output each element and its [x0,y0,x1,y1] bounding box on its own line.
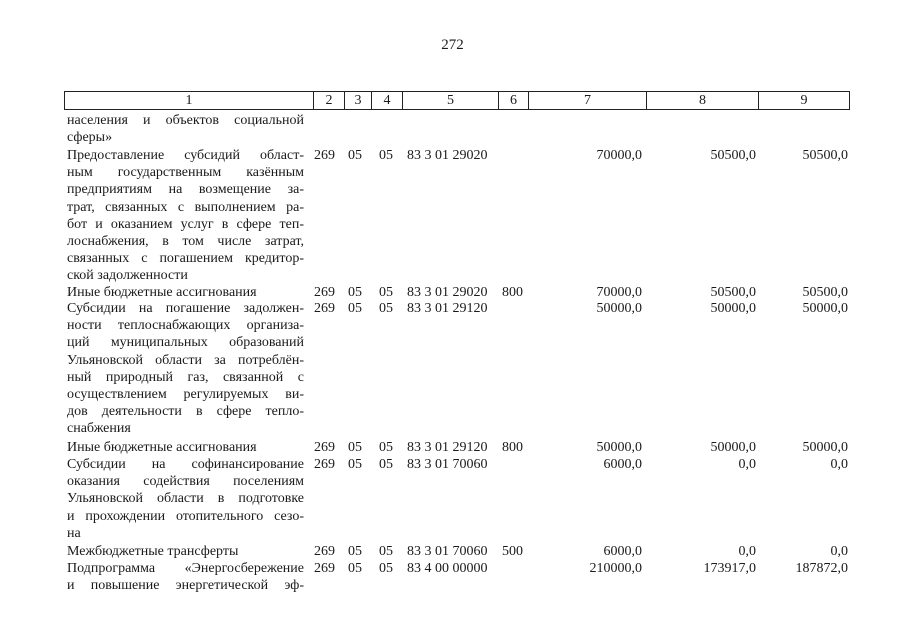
desc-line: населения и объектов социальной [67,113,304,128]
cell-col-8: 0,0 [738,544,756,559]
cell-col-3: 05 [348,457,362,472]
cell-col-6: 500 [502,544,523,559]
cell-col-4: 05 [379,561,393,576]
row-description [67,147,304,285]
desc-line: дов деятельности в сфере тепло- [67,404,304,420]
cell-col-2: 269 [314,561,335,576]
cell-col-3: 05 [348,301,362,316]
cell-col-5: 83 3 01 29020 [407,148,488,163]
desc-line: Подпрограмма «Энергосбережение [67,561,304,576]
header-col-3: 3 [344,92,371,109]
cell-col-8: 50500,0 [710,148,756,163]
desc-line: бот и оказанием услуг в сфере теп- [67,216,304,232]
desc-line: ный природный газ, связанной с [67,369,304,385]
row-description [67,456,304,542]
header-col-1: 1 [185,93,193,108]
desc-line: Иные бюджетные ассигнования [67,285,257,300]
cell-col-5: 83 3 01 70060 [407,544,488,559]
cell-col-2: 269 [314,440,335,455]
cell-col-3: 05 [348,544,362,559]
cell-col-9: 50500,0 [802,148,848,163]
cell-col-3: 05 [348,561,362,576]
row-description [67,439,304,456]
cell-col-6: 800 [502,440,523,455]
cell-col-4: 05 [379,285,393,300]
cell-col-9: 50000,0 [802,440,848,455]
cell-col-7: 6000,0 [603,544,642,559]
cell-col-9: 187872,0 [795,561,848,576]
cell-col-2: 269 [314,285,335,300]
cell-col-4: 05 [379,544,393,559]
cell-col-4: 05 [379,148,393,163]
header-col-4: 4 [371,92,402,109]
desc-line: осуществлением регулируемых ви- [67,387,304,403]
desc-line: Ульяновской области в подготовке [67,491,304,507]
desc-line: Ульяновской области за потреблён- [67,352,304,368]
desc-line: снабжения [67,421,131,437]
desc-line: Иные бюджетные ассигнования [67,440,257,455]
table-header [64,91,850,110]
cell-col-9: 0,0 [830,457,848,472]
cell-col-5: 83 3 01 29120 [407,301,488,316]
cell-col-4: 05 [379,440,393,455]
header-col-9: 9 [758,92,849,109]
desc-line: сферы» [67,130,113,146]
header-col-5: 5 [402,92,498,109]
header-col-6: 6 [498,92,528,109]
cell-col-5: 83 3 01 29020 [407,285,488,300]
cell-col-2: 269 [314,301,335,316]
header-col-7: 7 [528,92,646,109]
desc-line: трат, связанных с выполнением ра- [67,199,304,215]
cell-col-6: 800 [502,285,523,300]
desc-line: ности теплоснабжающих организа- [67,318,304,334]
desc-line: и повышение энергетической эф- [67,578,304,594]
desc-line: связанных с погашением кредитор- [67,251,304,267]
cell-col-9: 0,0 [830,544,848,559]
cell-col-2: 269 [314,148,335,163]
desc-line: и прохождении отопительного сезо- [67,508,304,524]
desc-line: Межбюджетные трансферты [67,544,239,559]
desc-line: лоснабжения, в том числе затрат, [67,234,304,250]
desc-line: на [67,525,81,541]
cell-col-4: 05 [379,457,393,472]
desc-line: ным государственным казённым [67,165,304,181]
desc-line: оказания содействия поселениям [67,474,304,490]
row-description [67,560,304,594]
cell-col-5: 83 4 00 00000 [407,561,488,576]
cell-col-4: 05 [379,301,393,316]
cell-col-2: 269 [314,544,335,559]
cell-col-3: 05 [348,440,362,455]
desc-line: Субсидии на погашение задолжен- [67,301,304,316]
desc-line: Предоставление субсидий област- [67,148,304,163]
cell-col-5: 83 3 01 70060 [407,457,488,472]
cell-col-7: 210000,0 [589,561,642,576]
cell-col-8: 50000,0 [710,440,756,455]
desc-line: Субсидии на софинансирование [67,457,304,472]
cell-col-9: 50000,0 [802,301,848,316]
row-description [67,112,304,146]
cell-col-7: 70000,0 [596,148,642,163]
desc-line: предприятиям на возмещение за- [67,182,304,198]
desc-line: ской задолженности [67,268,188,284]
cell-col-9: 50500,0 [802,285,848,300]
desc-line: ций муниципальных образований [67,335,304,351]
cell-col-7: 6000,0 [603,457,642,472]
row-description [67,284,304,301]
cell-col-8: 50500,0 [710,285,756,300]
cell-col-3: 05 [348,148,362,163]
cell-col-7: 50000,0 [596,301,642,316]
cell-col-8: 50000,0 [710,301,756,316]
row-description [67,543,304,560]
cell-col-7: 70000,0 [596,285,642,300]
page-number: 272 [441,37,464,53]
row-description [67,300,304,438]
header-col-2: 2 [313,92,344,109]
header-col-8: 8 [646,92,758,109]
cell-col-7: 50000,0 [596,440,642,455]
cell-col-2: 269 [314,457,335,472]
cell-col-8: 173917,0 [703,561,756,576]
cell-col-8: 0,0 [738,457,756,472]
cell-col-3: 05 [348,285,362,300]
cell-col-5: 83 3 01 29120 [407,440,488,455]
